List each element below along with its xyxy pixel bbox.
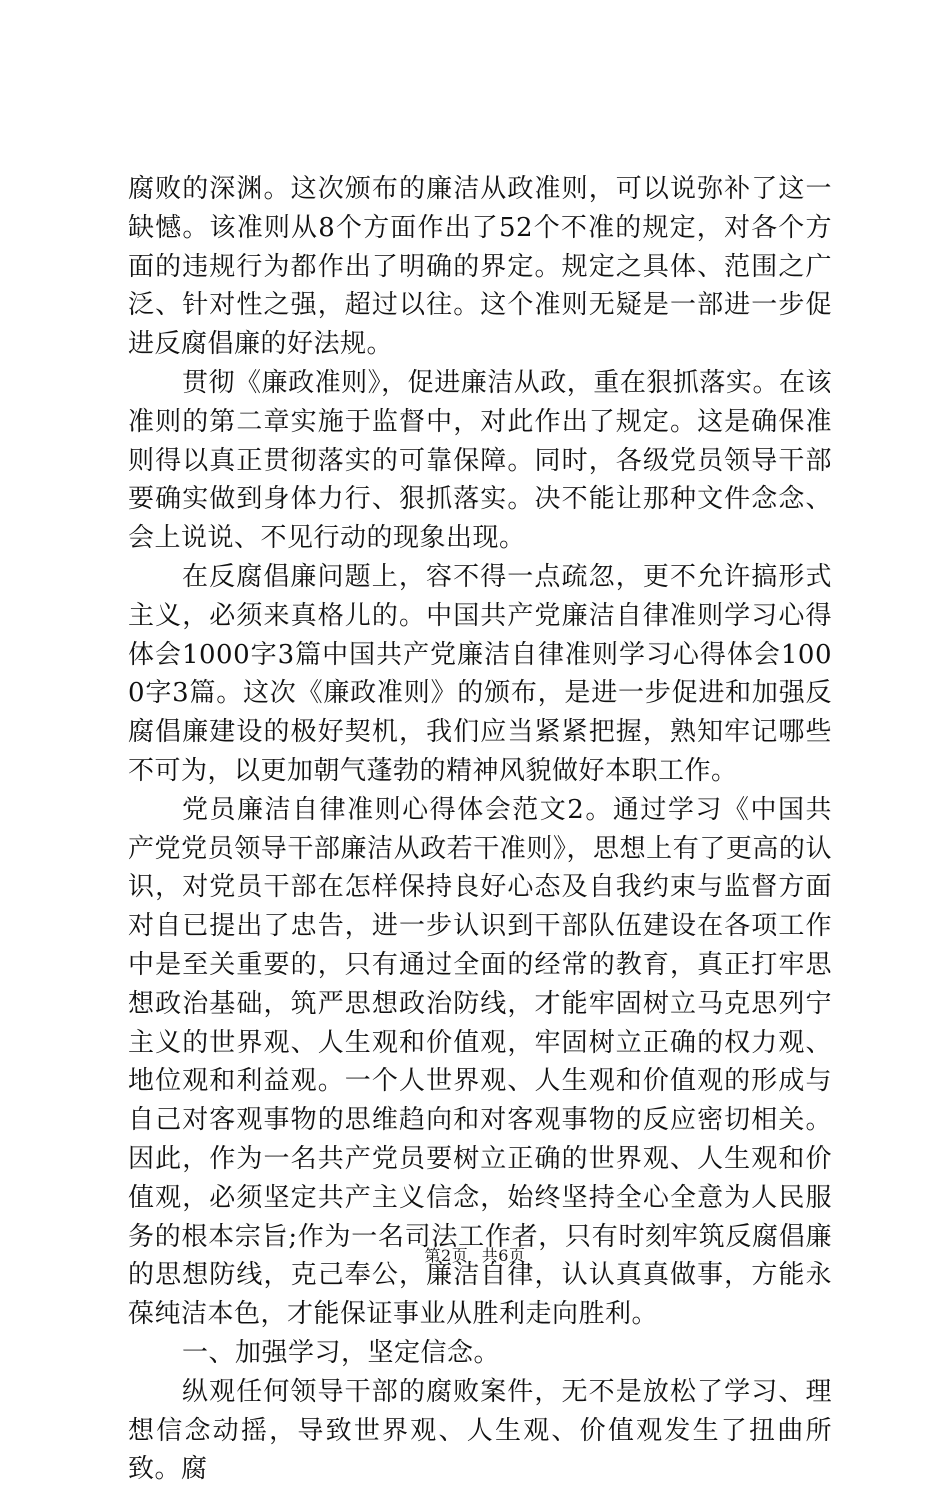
paragraph-4: 党员廉洁自律准则心得体会范文2。通过学习《中国共产党党员领导干部廉洁从政若干准则》，思想上有了更高的认识，对党员干部在怎样保持良好心态及自我约束与监督方面对自已提出了忠告，进一步认识到干部队伍建设在各项工作中是至关重要的，只有通过全面的经常的教育，真正打牢思想政治基础，筑严思想政治防线，才能牢固树立马克思列宁主义的世界观、人生观和价值观，牢固树立正确的权力观、地位观和利益观。一个人世界观、人生观和价值观的形成与自己对客观事物的思维趋向和对客观事物的反应密切相关。因此，作为一名共产党员要树立正确的世界观、人生观和价值观，必须坚定共产主义信念，始终坚持全心全意为人民服务的根本宗旨;作为一名司法工作者，只有时刻牢筑反腐倡廉的思想防线，克己奉公，廉洁自律，认认真真做事，方能永葆纯洁本色，才能保证事业从胜利走向胜利。 (128, 794, 832, 1330)
paragraph-2: 贯彻《廉政准则》，促进廉洁从政，重在狠抓落实。在该准则的第二章实施于监督中，对此作出了规定。这是确保准则得以真正贯彻落实的可靠保障。同时，各级党员领导干部要确实做到身体力行、狠抓落实。决不能让那种文件念念、会上说说、不见行动的现象出现。 (128, 367, 832, 554)
page-number: 第2页 (424, 1246, 469, 1265)
document-body (128, 170, 832, 1489)
section-heading: 一、加强学习，坚定信念。 (182, 1337, 501, 1368)
page-total: 共6页 (481, 1246, 526, 1265)
paragraph-5: 纵观任何领导干部的腐败案件，无不是放松了学习、理想信念动摇，导致世界观、人生观、价值观发生了扭曲所致。腐 (128, 1376, 832, 1485)
page-footer (0, 1243, 950, 1266)
paragraph-1: 腐败的深渊。这次颁布的廉洁从政准则，可以说弥补了这一缺憾。该准则从8个方面作出了52个不准的规定，对各个方面的违规行为都作出了明确的界定。规定之具体、范围之广泛、针对性之强，超过以往。这个准则无疑是一部进一步促进反腐倡廉的好法规。 (128, 174, 832, 360)
paragraph-3: 在反腐倡廉问题上，容不得一点疏忽，更不允许搞形式主义，必须来真格儿的。中国共产党廉洁自律准则学习心得体会1000字3篇中国共产党廉洁自律准则学习心得体会1000字3篇。这次《廉政准则》的颁布，是进一步促进和加强反腐倡廉建设的极好契机，我们应当紧紧把握，熟知牢记哪些不可为，以更加朝气蓬勃的精神风貌做好本职工作。 (128, 561, 832, 786)
